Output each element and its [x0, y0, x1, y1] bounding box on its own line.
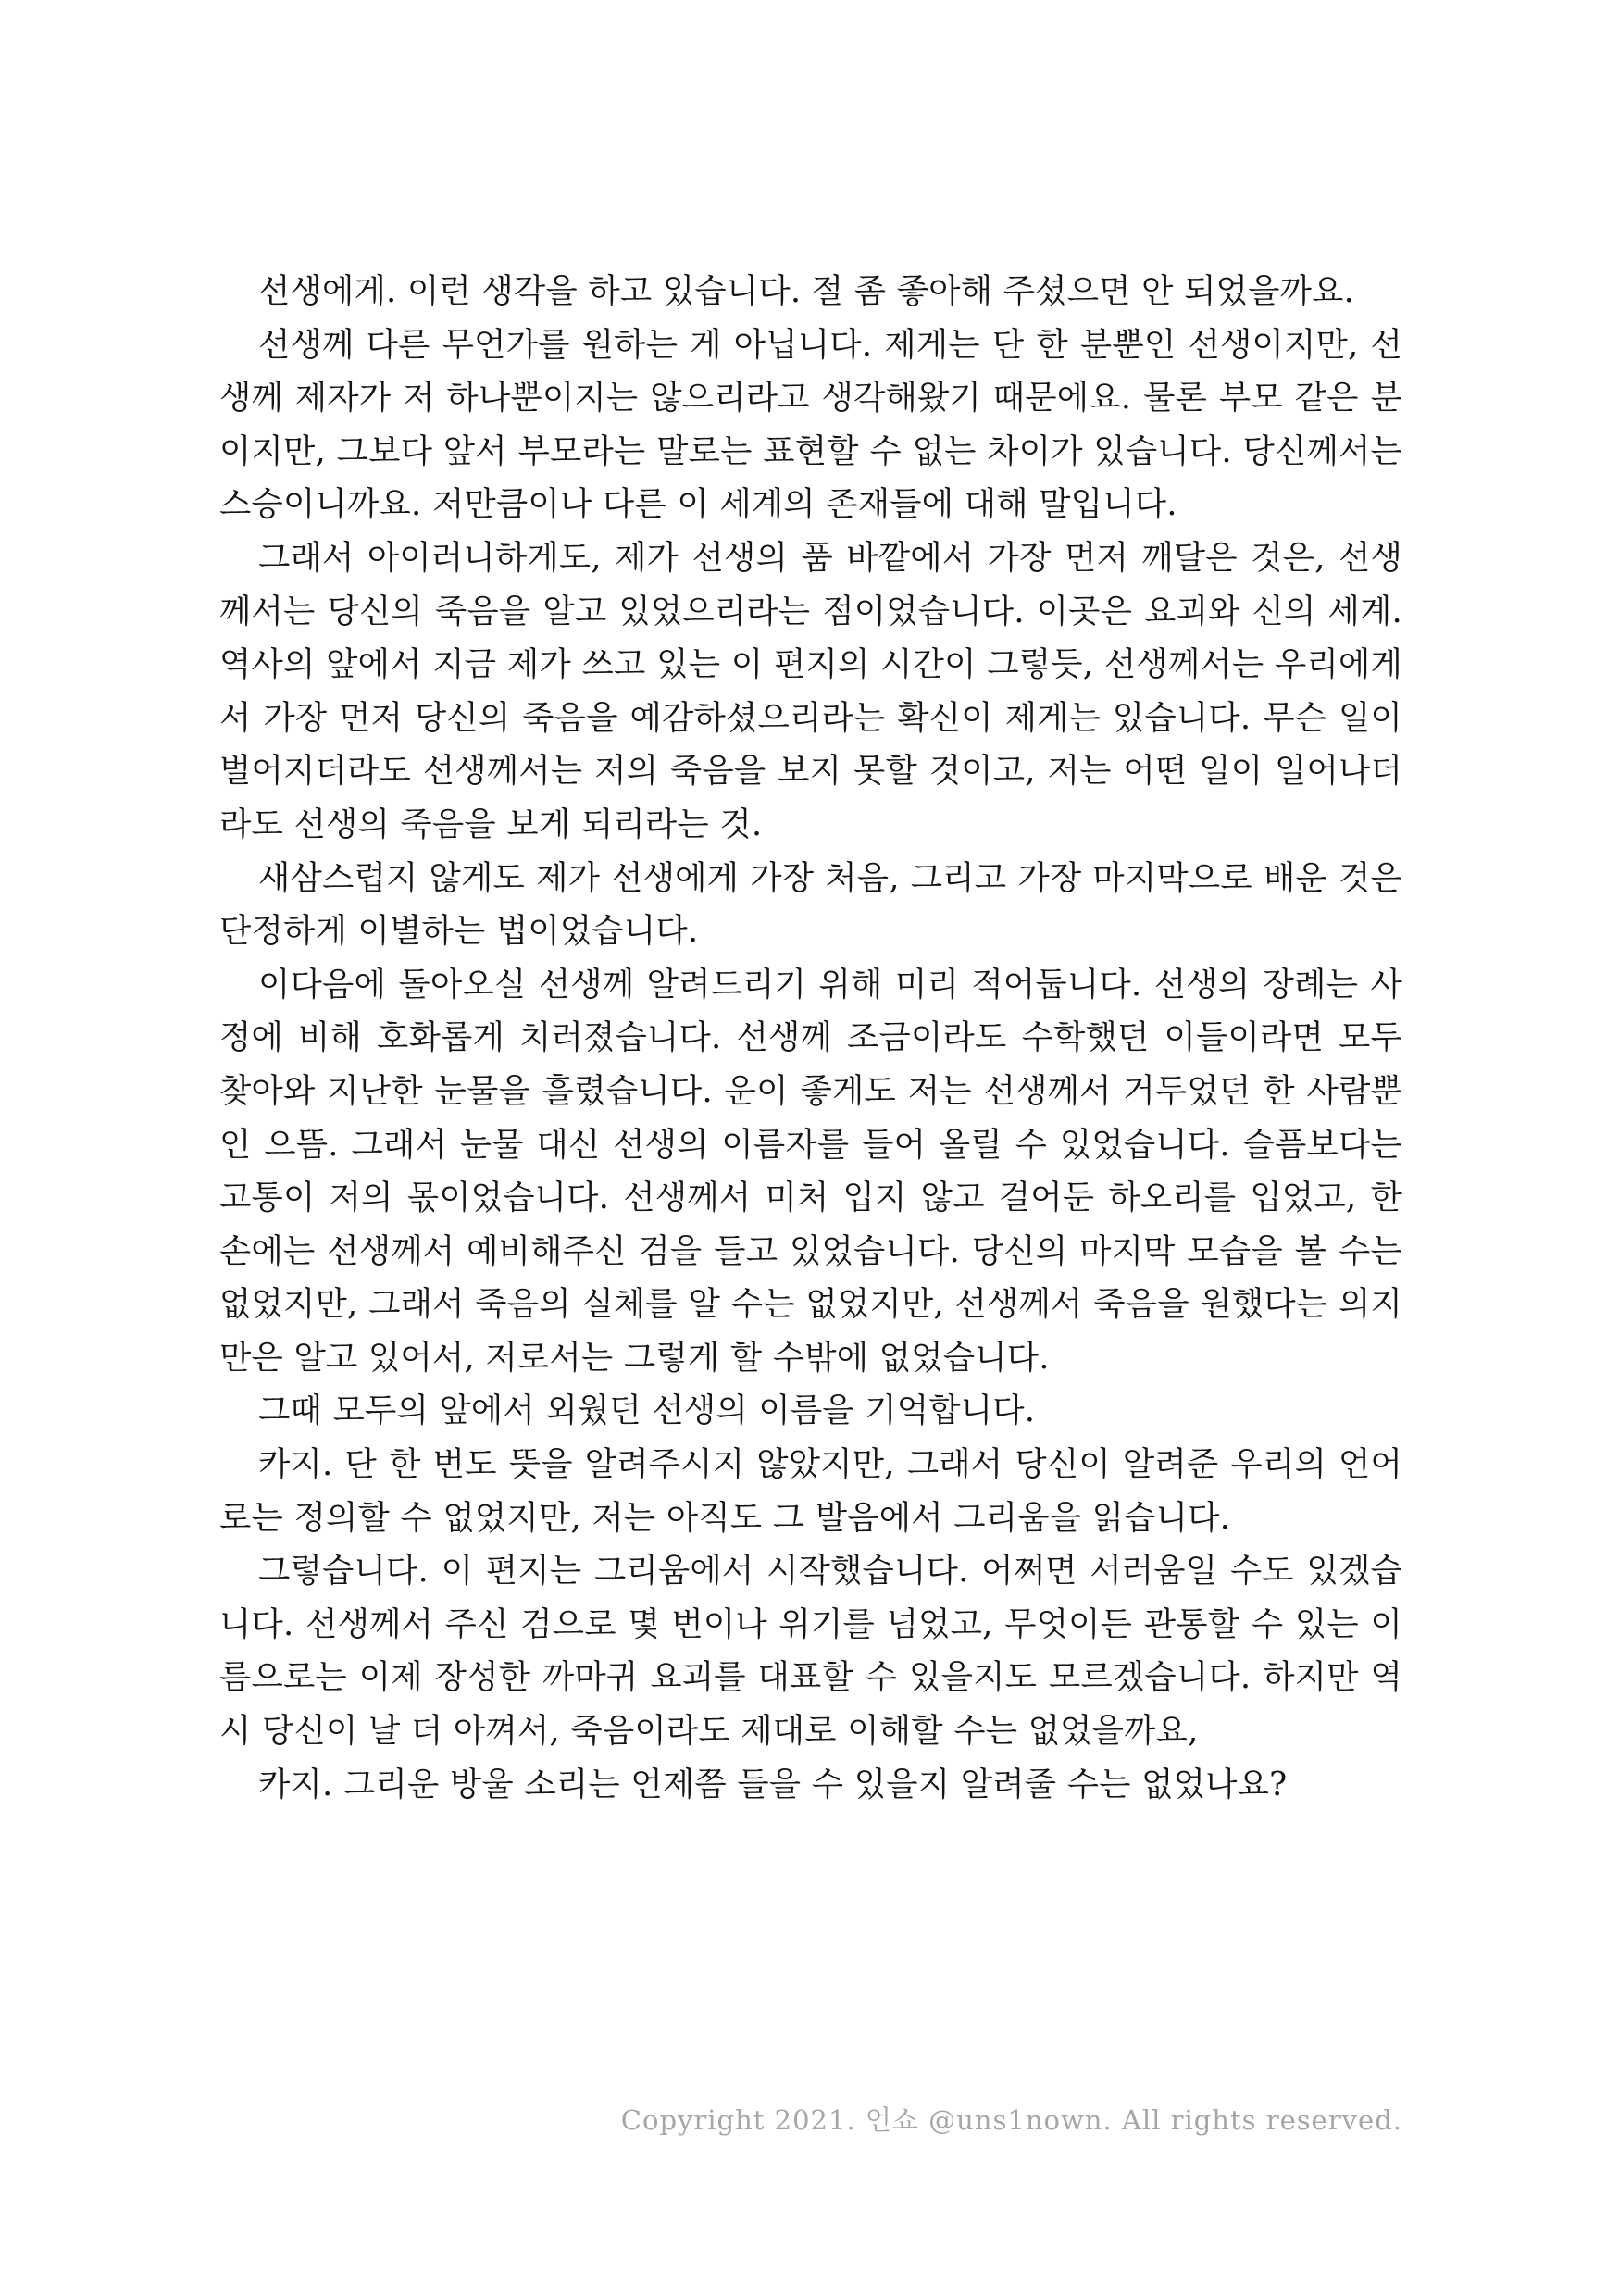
- paragraph-1: 선생에게. 이런 생각을 하고 있습니다. 절 좀 좋아해 주셨으면 안 되었을까요.: [258, 272, 1355, 310]
- paragraph-8: 그렇습니다. 이 편지는 그리움에서 시작했습니다. 어쩌면 서러움일 수도 있겠습니다. 선생께서 주신 검으로 몇 번이나 위기를 넘었고, 무엇이든 관통할 수 있는 이름으로는 이제 장성한 까마귀 요괴를 대표할 수 있을지도 모르겠습니다. 하지만 역시 당신이 날 더 아껴서, 죽음이라도 제대로 이해할 수는 없었을까요,: [219, 1552, 1402, 1751]
- paragraph-6: 그때 모두의 앞에서 외웠던 선생의 이름을 기억합니다.: [258, 1391, 1036, 1430]
- paragraph-5: 이다음에 돌아오실 선생께 알려드리기 위해 미리 적어둡니다. 선생의 장례는 사정에 비해 호화롭게 치러졌습니다. 선생께 조금이라도 수학했던 이들이라면 모두 찾아와 지난한 눈물을 흘렸습니다. 운이 좋게도 저는 선생께서 거두었던 한 사람뿐인 으뜸. 그래서 눈물 대신 선생의 이름자를 들어 올릴 수 있었습니다. 슬픔보다는 고통이 저의 몫이었습니다. 선생께서 미처 입지 않고 걸어둔 하오리를 입었고, 한 손에는 선생께서 예비해주신 검을 들고 있었습니다. 당신의 마지막 모습을 볼 수는 없었지만, 그래서 죽음의 실체를 알 수는 없었지만, 선생께서 죽음을 원했다는 의지만은 알고 있어서, 저로서는 그렇게 할 수밖에 없었습니다.: [219, 965, 1402, 1377]
- paragraph-4: 새삼스럽지 않게도 제가 선생에게 가장 처음, 그리고 가장 마지막으로 배운 것은 단정하게 이별하는 법이었습니다.: [219, 858, 1402, 951]
- paragraph-9: 카지. 그리운 방울 소리는 언제쯤 들을 수 있을지 알려줄 수는 없었나요?: [258, 1765, 1288, 1803]
- copyright-notice: Copyright 2021. 언쇼 @uns1nown. All rights reserved.: [620, 2104, 1402, 2136]
- paragraph-3: 그래서 아이러니하게도, 제가 선생의 품 바깥에서 가장 먼저 깨달은 것은, 선생께서는 당신의 죽음을 알고 있었으리라는 점이었습니다. 이곳은 요괴와 신의 세계. 역사의 앞에서 지금 제가 쓰고 있는 이 편지의 시간이 그렇듯, 선생께서는 우리에게서 가장 먼저 당신의 죽음을 예감하셨으리라는 확신이 제게는 있습니다. 무슨 일이 벌어지더라도 선생께서는 저의 죽음을 보지 못할 것이고, 저는 어떤 일이 일어나더라도 선생의 죽음을 보게 되리라는 것.: [219, 538, 1402, 843]
- paragraph-7: 카지. 단 한 번도 뜻을 알려주시지 않았지만, 그래서 당신이 알려준 우리의 언어로는 정의할 수 없었지만, 저는 아직도 그 발음에서 그리움을 읽습니다.: [219, 1445, 1402, 1537]
- letter-body: [219, 265, 1402, 1811]
- paragraph-2: 선생께 다른 무언가를 원하는 게 아닙니다. 제게는 단 한 분뿐인 선생이지만, 선생께 제자가 저 하나뿐이지는 않으리라고 생각해왔기 때문에요. 물론 부모 같은 분이지만, 그보다 앞서 부모라는 말로는 표현할 수 없는 차이가 있습니다. 당신께서는 스승이니까요. 저만큼이나 다른 이 세계의 존재들에 대해 말입니다.: [219, 325, 1402, 524]
